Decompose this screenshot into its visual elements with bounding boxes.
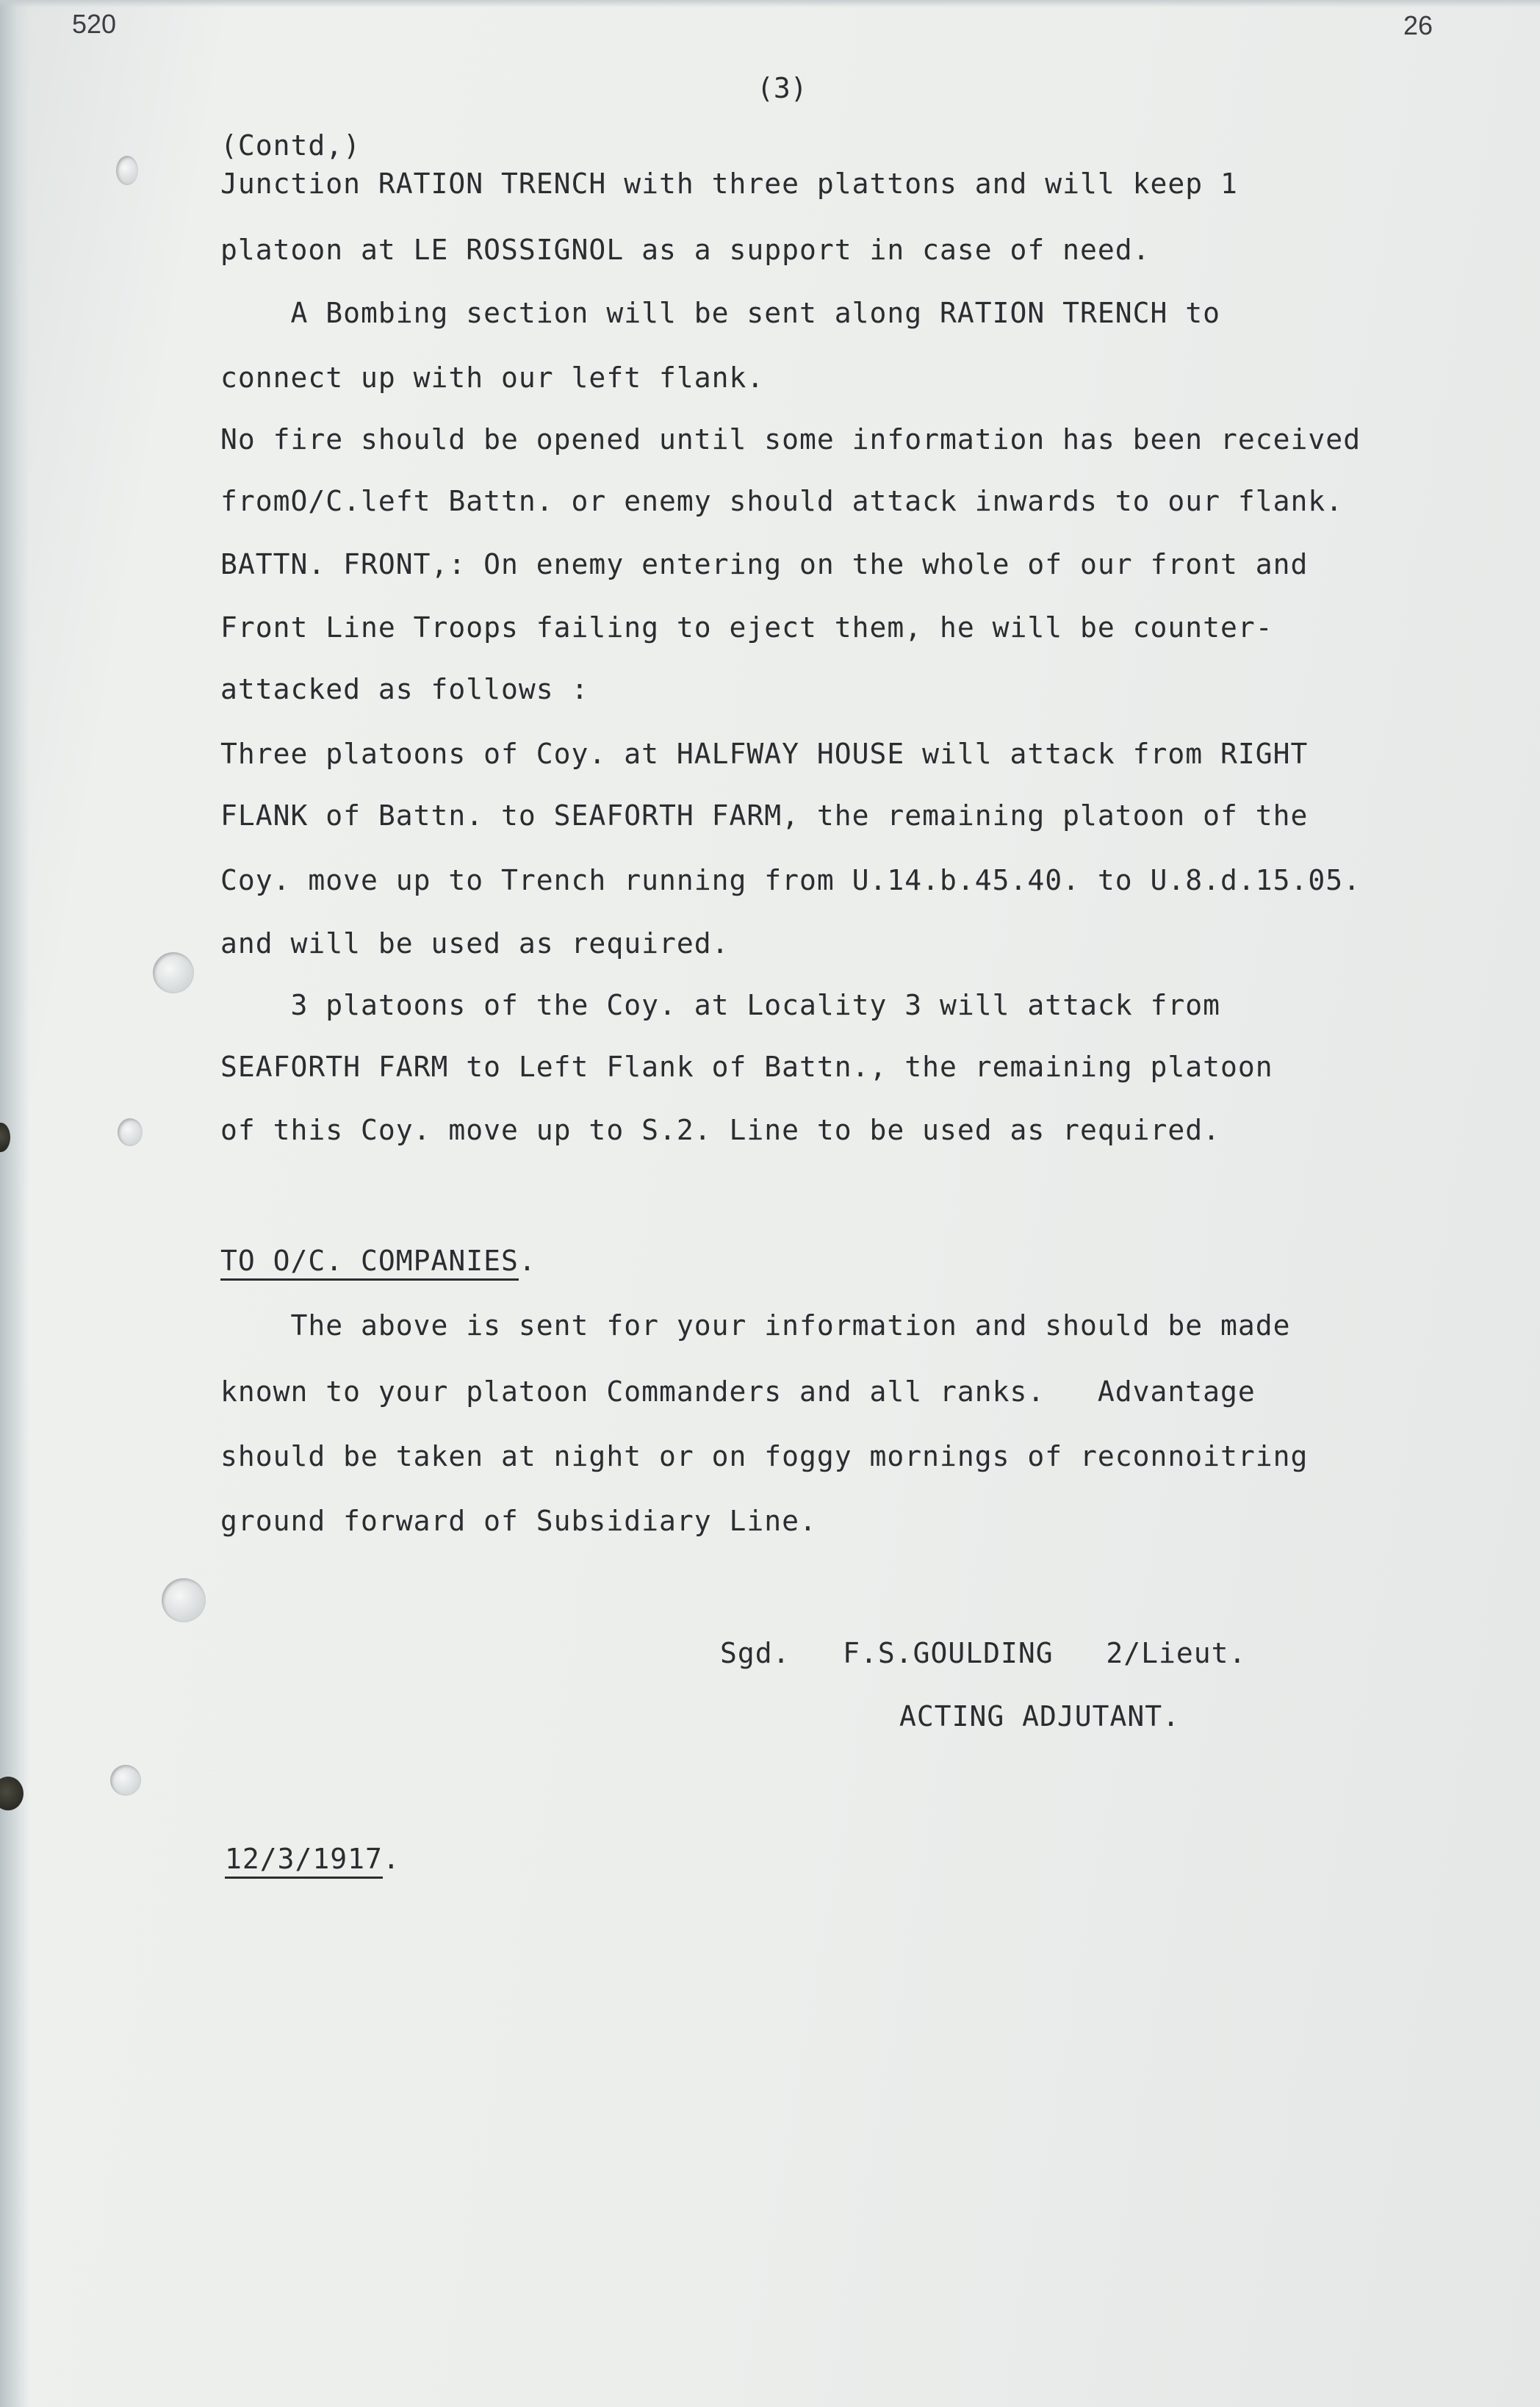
- body-line: Coy. move up to Trench running from U.14.b.45.40. to U.8.d.15.05.: [220, 864, 1361, 896]
- body-line: platoon at LE ROSSIGNOL as a support in case of need.: [220, 234, 1151, 266]
- body-line: No fire should be opened until some information has been received: [220, 423, 1361, 456]
- body-line: ground forward of Subsidiary Line.: [220, 1505, 817, 1537]
- body-line: known to your platoon Commanders and all ranks. Advantage: [220, 1375, 1256, 1408]
- body-line: Front Line Troops failing to eject them, he will be counter-: [220, 611, 1273, 644]
- page-number: 26: [1403, 10, 1433, 40]
- body-line: attacked as follows :: [220, 673, 589, 705]
- punch-hole: [110, 1765, 141, 1796]
- body-line: fromO/C.left Battn. or enemy should attack inwards to our flank.: [220, 485, 1344, 517]
- punch-hole: [162, 1578, 206, 1622]
- body-line: SEAFORTH FARM to Left Flank of Battn., the remaining platoon: [220, 1051, 1273, 1083]
- body-line: BATTN. FRONT,: On enemy entering on the whole of our front and: [220, 548, 1309, 580]
- contd-label: (Contd,): [220, 129, 361, 162]
- punch-hole: [116, 156, 138, 185]
- companies-heading-suffix: .: [518, 1245, 536, 1277]
- signature-line: Sgd. F.S.GOULDING 2/Lieut.: [720, 1637, 1247, 1669]
- date-suffix: .: [382, 1843, 400, 1875]
- body-line: should be taken at night or on foggy mornings of reconnoitring: [220, 1440, 1309, 1472]
- body-line: FLANK of Battn. to SEAFORTH FARM, the remaining platoon of the: [220, 799, 1309, 832]
- date-text: 12/3/1917: [225, 1843, 383, 1879]
- body-line: 3 platoons of the Coy. at Locality 3 will attack from: [220, 989, 1221, 1021]
- punch-hole: [153, 952, 194, 993]
- archive-folio-number: 520: [72, 9, 117, 39]
- document-date: [225, 1843, 400, 1875]
- body-line: Junction RATION TRENCH with three plattons and will keep 1: [220, 168, 1238, 200]
- body-line: A Bombing section will be sent along RATION TRENCH to: [220, 297, 1221, 329]
- body-line: Three platoons of Coy. at HALFWAY HOUSE will attack from RIGHT: [220, 738, 1309, 770]
- page-top-edge: [0, 0, 1540, 7]
- body-line: connect up with our left flank.: [220, 361, 765, 394]
- body-line: of this Coy. move up to S.2. Line to be used as required.: [220, 1114, 1221, 1146]
- page-edge-shadow: [0, 0, 29, 2407]
- punch-hole: [118, 1118, 143, 1146]
- body-line: The above is sent for your information and should be made: [220, 1309, 1291, 1342]
- page-sequence-marker: (3): [757, 72, 807, 104]
- body-line: and will be used as required.: [220, 927, 730, 960]
- companies-heading: [220, 1245, 536, 1277]
- signature-title: ACTING ADJUTANT.: [899, 1700, 1181, 1733]
- companies-heading-text: TO O/C. COMPANIES: [220, 1245, 519, 1281]
